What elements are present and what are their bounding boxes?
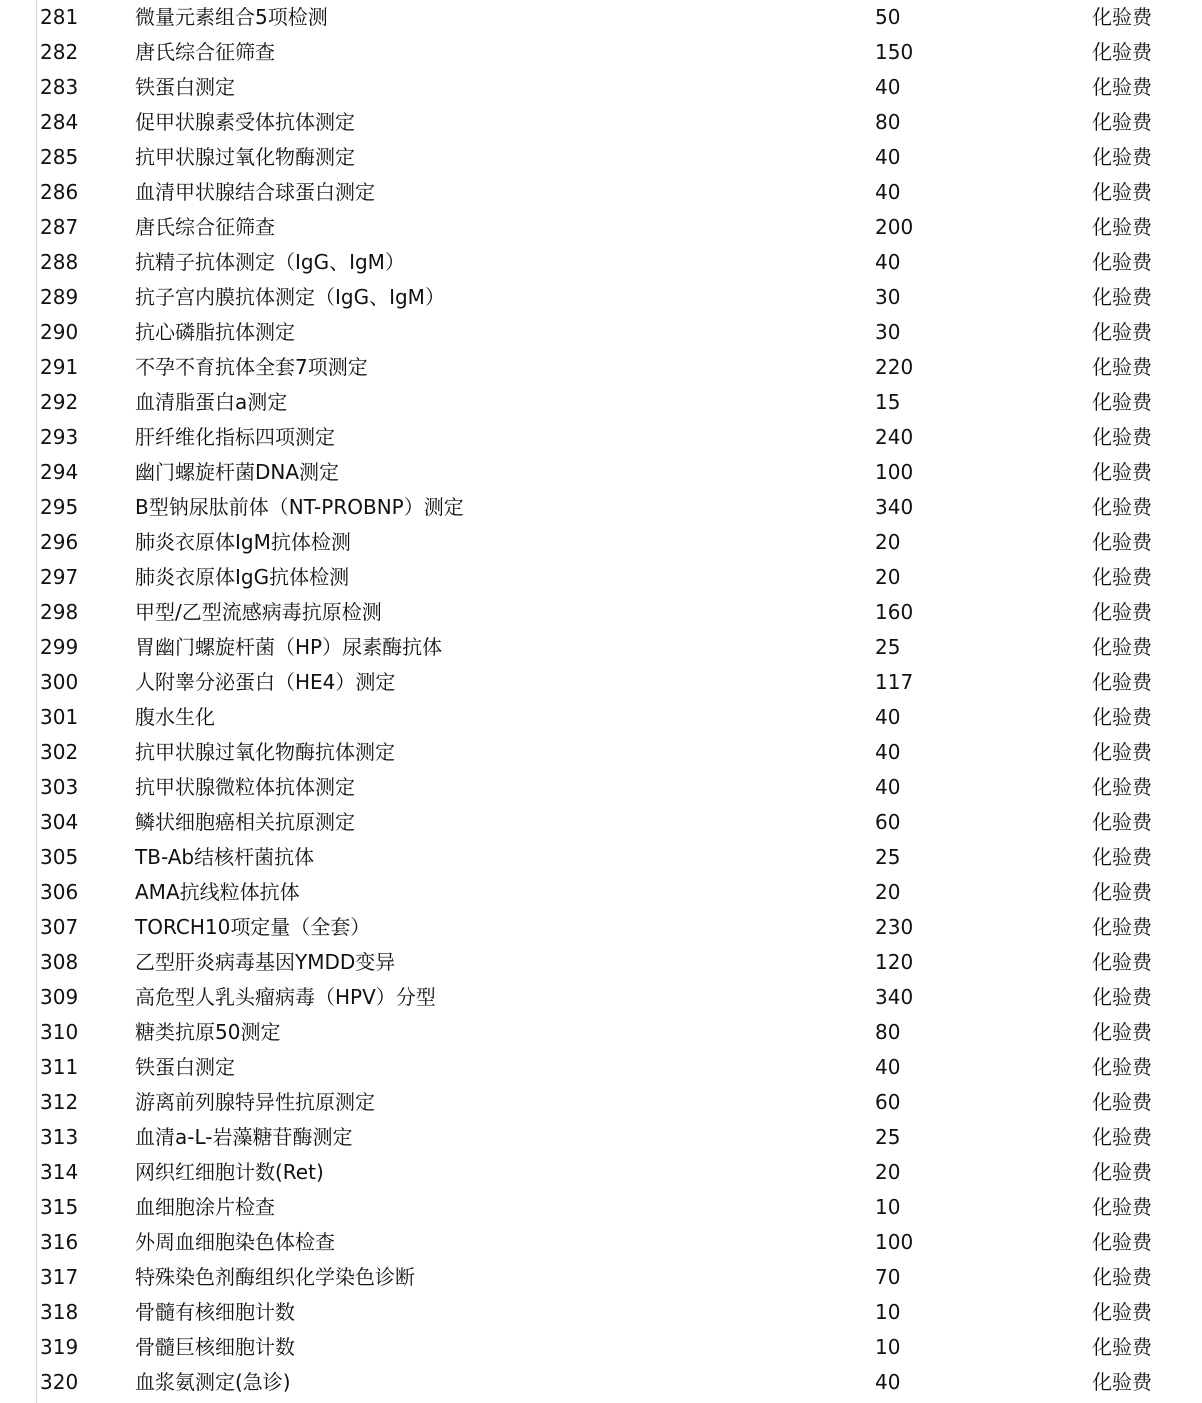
- fee-category: 化验费: [1092, 145, 1152, 169]
- row-number: 297: [40, 565, 79, 589]
- item-name: 骨髓有核细胞计数: [135, 1300, 295, 1324]
- item-name: 促甲状腺素受体抗体测定: [135, 110, 355, 134]
- table-row: [0, 490, 1202, 525]
- item-price: 40: [875, 705, 901, 729]
- fee-category: 化验费: [1092, 495, 1152, 519]
- fee-category: 化验费: [1092, 810, 1152, 834]
- item-price: 230: [875, 915, 914, 939]
- table-row: [0, 840, 1202, 875]
- item-name: AMA抗线粒体抗体: [135, 880, 300, 904]
- fee-category: 化验费: [1092, 1125, 1152, 1149]
- item-name: 抗甲状腺微粒体抗体测定: [135, 775, 355, 799]
- item-price: 10: [875, 1335, 901, 1359]
- item-price: 25: [875, 1125, 901, 1149]
- fee-category: 化验费: [1092, 110, 1152, 134]
- table-row: [0, 805, 1202, 840]
- fee-category: 化验费: [1092, 985, 1152, 1009]
- row-number: 309: [40, 985, 79, 1009]
- item-price: 10: [875, 1300, 901, 1324]
- table-row: [0, 315, 1202, 350]
- table-row: [0, 630, 1202, 665]
- table-row: [0, 245, 1202, 280]
- item-price: 20: [875, 880, 901, 904]
- row-number: 289: [40, 285, 79, 309]
- table-row: [0, 420, 1202, 455]
- item-name: 血清脂蛋白a测定: [135, 390, 288, 414]
- row-number: 320: [40, 1370, 79, 1394]
- table-row: [0, 980, 1202, 1015]
- table-row: [0, 1365, 1202, 1403]
- row-number: 285: [40, 145, 79, 169]
- item-name: 血清甲状腺结合球蛋白测定: [135, 180, 375, 204]
- fee-category: 化验费: [1092, 530, 1152, 554]
- table-row: [0, 770, 1202, 805]
- item-price: 40: [875, 1055, 901, 1079]
- item-name: 骨髓巨核细胞计数: [135, 1335, 295, 1359]
- fee-category: 化验费: [1092, 845, 1152, 869]
- fee-category: 化验费: [1092, 250, 1152, 274]
- fee-category: 化验费: [1092, 1195, 1152, 1219]
- item-name: 血浆氨测定(急诊): [135, 1370, 291, 1394]
- fee-category: 化验费: [1092, 880, 1152, 904]
- fee-category: 化验费: [1092, 320, 1152, 344]
- item-name: 游离前列腺特异性抗原测定: [135, 1090, 375, 1114]
- row-number: 288: [40, 250, 79, 274]
- table-row: [0, 0, 1202, 35]
- table-row: [0, 175, 1202, 210]
- table-row: [0, 1050, 1202, 1085]
- table-row: [0, 385, 1202, 420]
- row-number: 308: [40, 950, 79, 974]
- fee-category: 化验费: [1092, 5, 1152, 29]
- item-name: 铁蛋白测定: [135, 1055, 235, 1079]
- item-price: 30: [875, 320, 901, 344]
- item-price: 340: [875, 985, 914, 1009]
- item-price: 25: [875, 635, 901, 659]
- fee-category: 化验费: [1092, 1370, 1152, 1394]
- table-row: [0, 1190, 1202, 1225]
- fee-category: 化验费: [1092, 670, 1152, 694]
- fee-category: 化验费: [1092, 355, 1152, 379]
- fee-category: 化验费: [1092, 75, 1152, 99]
- table-row: [0, 700, 1202, 735]
- item-name: 外周血细胞染色体检查: [135, 1230, 335, 1254]
- row-number: 286: [40, 180, 79, 204]
- row-number: 300: [40, 670, 79, 694]
- fee-category: 化验费: [1092, 180, 1152, 204]
- row-number: 316: [40, 1230, 79, 1254]
- row-number: 303: [40, 775, 79, 799]
- item-name: 肺炎衣原体IgM抗体检测: [135, 530, 351, 554]
- row-number: 282: [40, 40, 79, 64]
- item-price: 15: [875, 390, 901, 414]
- fee-category: 化验费: [1092, 1300, 1152, 1324]
- row-number: 314: [40, 1160, 79, 1184]
- row-number: 319: [40, 1335, 79, 1359]
- row-number: 311: [40, 1055, 79, 1079]
- item-name: 唐氏综合征筛查: [135, 40, 275, 64]
- fee-category: 化验费: [1092, 1055, 1152, 1079]
- item-name: 特殊染色剂酶组织化学染色诊断: [135, 1265, 415, 1289]
- table-row: [0, 280, 1202, 315]
- item-price: 200: [875, 215, 914, 239]
- row-number: 304: [40, 810, 79, 834]
- item-name: 糖类抗原50测定: [135, 1020, 281, 1044]
- fee-category: 化验费: [1092, 460, 1152, 484]
- item-name: 抗甲状腺过氧化物酶抗体测定: [135, 740, 395, 764]
- table-row: [0, 455, 1202, 490]
- table-row: [0, 1295, 1202, 1330]
- table-row: [0, 70, 1202, 105]
- fee-category: 化验费: [1092, 705, 1152, 729]
- row-number: 287: [40, 215, 79, 239]
- row-number: 313: [40, 1125, 79, 1149]
- item-name: 肺炎衣原体IgG抗体检测: [135, 565, 350, 589]
- table-row: [0, 140, 1202, 175]
- fee-category: 化验费: [1092, 950, 1152, 974]
- item-name: 幽门螺旋杆菌DNA测定: [135, 460, 340, 484]
- row-number: 318: [40, 1300, 79, 1324]
- row-number: 307: [40, 915, 79, 939]
- item-price: 160: [875, 600, 914, 624]
- item-name: 微量元素组合5项检测: [135, 5, 328, 29]
- row-number: 281: [40, 5, 79, 29]
- item-price: 40: [875, 1370, 901, 1394]
- item-price: 20: [875, 1160, 901, 1184]
- table-row: [0, 945, 1202, 980]
- row-number: 295: [40, 495, 79, 519]
- table-row: [0, 105, 1202, 140]
- fee-category: 化验费: [1092, 1335, 1152, 1359]
- item-price: 80: [875, 110, 901, 134]
- item-name: 人附睾分泌蛋白（HE4）测定: [135, 670, 396, 694]
- item-price: 340: [875, 495, 914, 519]
- row-number: 296: [40, 530, 79, 554]
- item-name: 唐氏综合征筛查: [135, 215, 275, 239]
- fee-category: 化验费: [1092, 740, 1152, 764]
- item-price: 10: [875, 1195, 901, 1219]
- fee-category: 化验费: [1092, 1090, 1152, 1114]
- item-price: 40: [875, 740, 901, 764]
- table-row: [0, 1225, 1202, 1260]
- fee-category: 化验费: [1092, 40, 1152, 64]
- table-row: [0, 210, 1202, 245]
- row-number: 302: [40, 740, 79, 764]
- item-price: 60: [875, 810, 901, 834]
- item-price: 120: [875, 950, 914, 974]
- item-name: 腹水生化: [135, 705, 215, 729]
- table-row: [0, 1120, 1202, 1155]
- item-name: TORCH10项定量（全套）: [135, 915, 371, 939]
- fee-category: 化验费: [1092, 915, 1152, 939]
- fee-category: 化验费: [1092, 390, 1152, 414]
- table-row: [0, 875, 1202, 910]
- table-row: [0, 910, 1202, 945]
- fee-category: 化验费: [1092, 1020, 1152, 1044]
- table-row: [0, 560, 1202, 595]
- row-number: 283: [40, 75, 79, 99]
- item-name: 乙型肝炎病毒基因YMDD变异: [135, 950, 396, 974]
- item-price: 100: [875, 460, 914, 484]
- row-number: 305: [40, 845, 79, 869]
- fee-category: 化验费: [1092, 1230, 1152, 1254]
- row-number: 301: [40, 705, 79, 729]
- item-name: 抗甲状腺过氧化物酶测定: [135, 145, 355, 169]
- item-name: 肝纤维化指标四项测定: [135, 425, 335, 449]
- table-row: [0, 735, 1202, 770]
- item-name: 高危型人乳头瘤病毒（HPV）分型: [135, 985, 436, 1009]
- item-name: 血清a-L-岩藻糖苷酶测定: [135, 1125, 353, 1149]
- fee-category: 化验费: [1092, 285, 1152, 309]
- fee-category: 化验费: [1092, 215, 1152, 239]
- table-row: [0, 350, 1202, 385]
- item-name: 胃幽门螺旋杆菌（HP）尿素酶抗体: [135, 635, 443, 659]
- item-price: 40: [875, 180, 901, 204]
- table-row: [0, 665, 1202, 700]
- item-name: 鳞状细胞癌相关抗原测定: [135, 810, 355, 834]
- item-price: 40: [875, 145, 901, 169]
- item-price: 30: [875, 285, 901, 309]
- item-name: TB-Ab结核杆菌抗体: [135, 845, 315, 869]
- item-price: 150: [875, 40, 914, 64]
- item-price: 70: [875, 1265, 901, 1289]
- item-price: 20: [875, 530, 901, 554]
- row-number: 298: [40, 600, 79, 624]
- item-name: 血细胞涂片检查: [135, 1195, 275, 1219]
- table-row: [0, 1330, 1202, 1365]
- item-name: B型钠尿肽前体（NT-PROBNP）测定: [135, 495, 464, 519]
- row-number: 290: [40, 320, 79, 344]
- item-name: 不孕不育抗体全套7项测定: [135, 355, 368, 379]
- row-number: 306: [40, 880, 79, 904]
- table-row: [0, 1260, 1202, 1295]
- item-price: 80: [875, 1020, 901, 1044]
- row-number: 310: [40, 1020, 79, 1044]
- item-name: 抗精子抗体测定（IgG、IgM）: [135, 250, 405, 274]
- table-row: [0, 35, 1202, 70]
- table-row: [0, 525, 1202, 560]
- item-price: 40: [875, 75, 901, 99]
- row-number: 312: [40, 1090, 79, 1114]
- fee-category: 化验费: [1092, 1265, 1152, 1289]
- row-number: 291: [40, 355, 79, 379]
- item-name: 抗子宫内膜抗体测定（IgG、IgM）: [135, 285, 445, 309]
- item-price: 100: [875, 1230, 914, 1254]
- row-number: 299: [40, 635, 79, 659]
- item-price: 60: [875, 1090, 901, 1114]
- item-name: 铁蛋白测定: [135, 75, 235, 99]
- item-price: 40: [875, 250, 901, 274]
- item-name: 网织红细胞计数(Ret): [135, 1160, 324, 1184]
- row-number: 293: [40, 425, 79, 449]
- fee-category: 化验费: [1092, 565, 1152, 589]
- item-name: 甲型/乙型流感病毒抗原检测: [135, 600, 382, 624]
- fee-category: 化验费: [1092, 1160, 1152, 1184]
- item-name: 抗心磷脂抗体测定: [135, 320, 295, 344]
- item-price: 40: [875, 775, 901, 799]
- item-price: 117: [875, 670, 914, 694]
- item-price: 25: [875, 845, 901, 869]
- item-price: 20: [875, 565, 901, 589]
- fee-category: 化验费: [1092, 425, 1152, 449]
- table-row: [0, 1015, 1202, 1050]
- row-number: 284: [40, 110, 79, 134]
- fee-category: 化验费: [1092, 635, 1152, 659]
- fee-category: 化验费: [1092, 775, 1152, 799]
- row-number: 315: [40, 1195, 79, 1219]
- row-number: 317: [40, 1265, 79, 1289]
- row-number: 294: [40, 460, 79, 484]
- table-row: [0, 595, 1202, 630]
- item-price: 50: [875, 5, 901, 29]
- fee-category: 化验费: [1092, 600, 1152, 624]
- table-row: [0, 1155, 1202, 1190]
- row-number: 292: [40, 390, 79, 414]
- item-price: 240: [875, 425, 914, 449]
- item-price: 220: [875, 355, 914, 379]
- table-row: [0, 1085, 1202, 1120]
